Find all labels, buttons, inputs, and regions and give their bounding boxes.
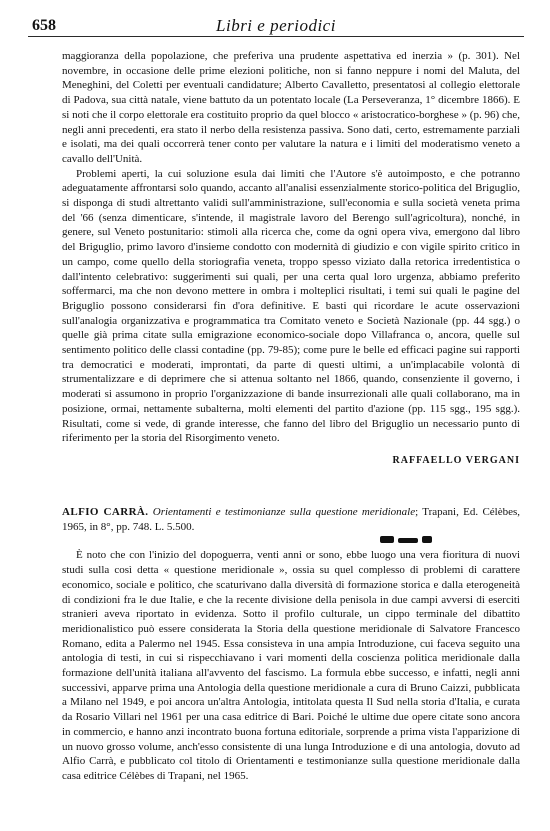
book-author: ALFIO CARRÀ.: [62, 506, 149, 518]
bibliographic-entry: [62, 505, 520, 534]
page-header: [28, 16, 524, 37]
running-head: Libri e periodici: [216, 16, 336, 35]
book-title: Orientamenti e testimonianze sulla questione meridionale: [152, 506, 416, 518]
publication-details: ; Trapani, Ed. Célèbes, 1965, in 8°, pp. 748. L. 5.500.: [62, 506, 521, 533]
review-carra: [62, 505, 520, 784]
review-paragraph-1: maggioranza della popolazione, che preferiva una prudente aspettativa ed inerzia » (p. 301). Nel novembre, in occasione delle prime elezioni politiche, non si fanno neppure i nomi del Maluta, del Meneghini, del Coletti per eventuali candidature; Alberto Cavalletto, presentatosi al collegio elettorale di Padova, sua città natale, viene battuto da un potentato locale (La Perseveranza, 1° dicembre 1866). E si noti che il corpo elettorale era costituito proprio da quel blocco « aristocratico-borghese » (p. 96) che, negli anni precedenti, era stato il nerbo della resistenza passiva. Sono dati, certo, estremamente parziali e isolati, ma dei quali occorrerà tener conto per valutare la natura e i limiti del moderatismo veneto a cavallo dell'Unità.: [62, 50, 520, 165]
review-paragraph-2: Problemi aperti, la cui soluzione esula dai limiti che l'Autore s'è autoimposto, e che potranno adeguatamente affrontarsi solo quando, accanto all'analisi essenzialmente storico-politica del Briguglio, si disponga di studi altrettanto validi sull'amministrazione, sull'economia e sulla società veneta prima del '66 (senza dimenticare, s'intende, il magistrale lavoro del Berengo sull'agricoltura), nonché, in genere, sul Veneto postunitario: stimoli alla ricerca che, come da ogni opera viva, emergono dal libro del Briguglio, primo lavoro d'insieme condotto con modernità di giudizio e con vigile spirito critico in un campo, come quello della storiografia veneta, troppo spesso viziato dalla retorica irredentistica o dall'intento celebrativo: suggerimenti sui quali, per una certa qual loro urgenza, abbiamo preferito soffermarci, ma che non devono mettere in ombra i molteplici risultati, i temi sui quali le pagine del Briguglio possono considerarsi fin d'ora definitive. E basti qui ricordare le acute osservazioni sull'analogia organizzativa e programmatica tra Comitato veneto e Società Nazionale (pp. 44 sgg.) o quelle già prima citate sulla emigrazione economico-sociale dopo Villafranca o, ancora, quelle sul sentimento politico delle classi contadine (pp. 79-85); come pure le belle ed efficaci pagine sui rapporti tra democratici e moderati, improntati, da parte di questi ultimi, a un'implacabile volontà di strumentalizzare e di deprimere che si attenua soltanto nel 1866, quando, consenziente il governo, i moderati si assumono in proprio l'organizzazione di bande insurrezionali alle quali collaborano, ma in posizione, ormai, nettamente subalterna, molti elementi del partito d'azione (pp. 115 sgg., 195 sgg.). Risultati, come si vede, di grande interesse, che fanno del libro del Briguglio un necessario punto di riferimento per la storia del Risorgimento veneto.: [62, 167, 520, 445]
reviewer-signature: RAFFAELLO VERGANI: [392, 454, 520, 466]
review-paragraph: È noto che con l'inizio del dopoguerra, venti anni or sono, ebbe luogo una vera fioritura di nuovi studi sulla così detta « questione meridionale », ossia su quel complesso di problemi di carattere economico, sociale e politico, che scaturivano dalla diversità di formazione storica e dalla eterogeneità di condizioni fra le due Italie, e che la recente divisione della penisola in due campi avversi di eserciti stranieri aveva riportato in evidenza. Sotto il profilo culturale, un cippo terminale del dibattito meridionalistico può essere considerata la Storia della questione meridionale di Salvatore Francesco Romano, edita a Palermo nel 1945. Essa consisteva in una ampia Introduzione, cui faceva seguito una antologia di testi, in cui si rispecchiavano i vari momenti della coscienza politica meridionale dalla formazione dell'unità italiana all'avvento del fascismo. La formula ebbe successo, e infatti, negli anni successivi, apparve prima una Antologia della questione meridionale a cura di Bruno Caizzi, pubblicata a Milano nel 1949, e poi ancora un'altra Antologia, intitolata questa Il Sud nella storia d'Italia, e curata da Rosario Villari nel 1961 per una casa editrice di Bari. Poiché le ultime due opere citate sono ancora in commercio, e hanno anzi incontrato buona fortuna editoriale, sorprende a prima vista l'apparizione di un nuovo grosso volume, anch'esso consistente di una lunga Introduzione e di una antologia, dovuto ad Alfio Carrà, e pubblicato col titolo di Orientamenti e testimonianze sulla questione meridionale dalla casa editrice Célèbes di Trapani, nel 1965.: [62, 549, 520, 782]
review-vergani: [62, 49, 520, 469]
page-number: 658: [32, 17, 56, 34]
ink-smudge: [380, 536, 520, 548]
